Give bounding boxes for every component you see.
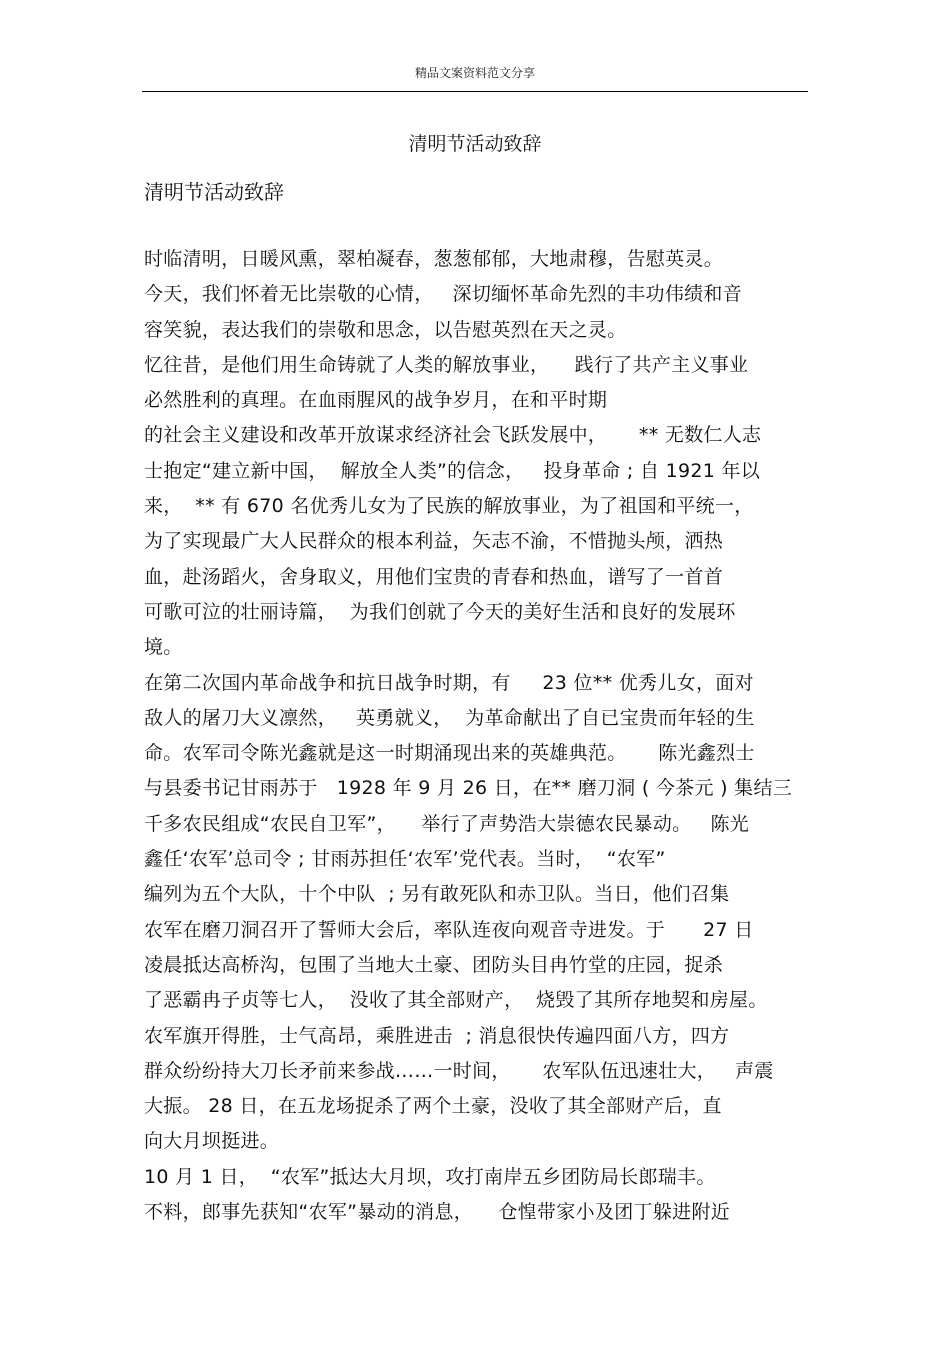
body-line: 命。农军司令陈光鑫就是这一时期涌现出来的英雄典范。 陈光鑫烈士 bbox=[144, 742, 755, 765]
body-line: 士抱定“建立新中国， 解放全人类”的信念， 投身革命 ; 自 1921 年以 bbox=[144, 459, 761, 482]
body-line: 鑫任‘农军’总司令 ; 甘雨苏担任‘农军’党代表。当时， “农军” bbox=[144, 848, 666, 871]
body-line: 凌晨抵达高桥沟，包围了当地大土豪、团防头目冉竹堂的庄园，捉杀 bbox=[144, 953, 724, 976]
body-line: 敌人的屠刀大义凛然， 英勇就义， 为革命献出了自已宝贵而年轻的生 bbox=[144, 706, 755, 729]
body-line: 时临清明，日暖风熏，翠柏凝春，葱葱郁郁，大地肃穆，告慰英灵。 bbox=[144, 248, 724, 270]
body-line: 与县委书记甘雨苏于 1928 年 9 月 26 日，在** 磨刀洞 ( 今茶元 ) 集结三 bbox=[144, 777, 793, 800]
body-line: 境。 bbox=[144, 636, 183, 659]
body-line: 千多农民组成“农民自卫军”， 举行了声势浩大崇德农民暴动。 陈光 bbox=[144, 812, 750, 835]
body-line: 在第二次国内革命战争和抗日战争时期，有 23 位** 优秀儿女，面对 bbox=[144, 671, 754, 694]
body-line: 编列为五个大队，十个中队 ; 另有敢死队和赤卫队。当日，他们召集 bbox=[144, 883, 730, 906]
document-title: 清明节活动致辞 bbox=[408, 133, 542, 155]
body-line: 今天，我们怀着无比崇敬的心情， 深切缅怀革命先烈的丰功伟绩和音 bbox=[144, 283, 743, 306]
body-line: 10 月 1 日， “农军”抵达大月坝，攻打南岸五乡团防局长郎瑞丰。 bbox=[144, 1165, 716, 1188]
body-line: 群众纷纷持大刀长矛前来参战……一时间， 农军队伍迅速壮大， 声震 bbox=[144, 1059, 774, 1082]
body-line: 为了实现最广大人民群众的根本利益，矢志不渝，不惜抛头颅，洒热 bbox=[144, 530, 724, 553]
header-divider bbox=[142, 91, 808, 92]
document-subtitle: 清明节活动致辞 bbox=[144, 180, 284, 204]
body-line: 来， ** 有 670 名优秀儿女为了民族的解放事业，为了祖国和平统一， bbox=[144, 495, 754, 518]
body-line: 容笑貌，表达我们的崇敬和思念，以告慰英烈在天之灵。 bbox=[144, 318, 627, 341]
document-body bbox=[144, 242, 816, 1230]
page-header: 精品文案资料范文分享 bbox=[414, 66, 535, 80]
body-line: 大振。 28 日，在五龙场捉杀了两个土豪，没收了其全部财产后，直 bbox=[144, 1095, 722, 1118]
body-line: 农军旗开得胜，士气高昂，乘胜进击 ; 消息很快传遍四面八方，四方 bbox=[144, 1024, 730, 1047]
body-line: 必然胜利的真理。在血雨腥风的战争岁月，在和平时期 bbox=[144, 389, 608, 412]
body-line: 可歌可泣的壮丽诗篇， 为我们创就了今天的美好生活和良好的发展环 bbox=[144, 600, 736, 623]
body-line: 向大月坝挺进。 bbox=[144, 1130, 280, 1153]
body-line: 不料，郎事先获知“农军”暴动的消息， 仓惶带家小及团丁躲进附近 bbox=[144, 1201, 731, 1224]
body-line: 了恶霸冉子贞等七人， 没收了其全部财产， 烧毁了其所存地契和房屋。 bbox=[144, 989, 768, 1012]
body-line: 的社会主义建设和改革开放谋求经济社会飞跃发展中， ** 无数仁人志 bbox=[144, 424, 762, 447]
body-line: 农军在磨刀洞召开了誓师大会后，率队连夜向观音寺进发。于 27 日 bbox=[144, 918, 754, 941]
body-line: 血，赴汤蹈火，舍身取义，用他们宝贵的青春和热血，谱写了一首首 bbox=[144, 565, 724, 588]
body-line: 忆往昔，是他们用生命铸就了人类的解放事业， 践行了共产主义事业 bbox=[144, 353, 749, 376]
